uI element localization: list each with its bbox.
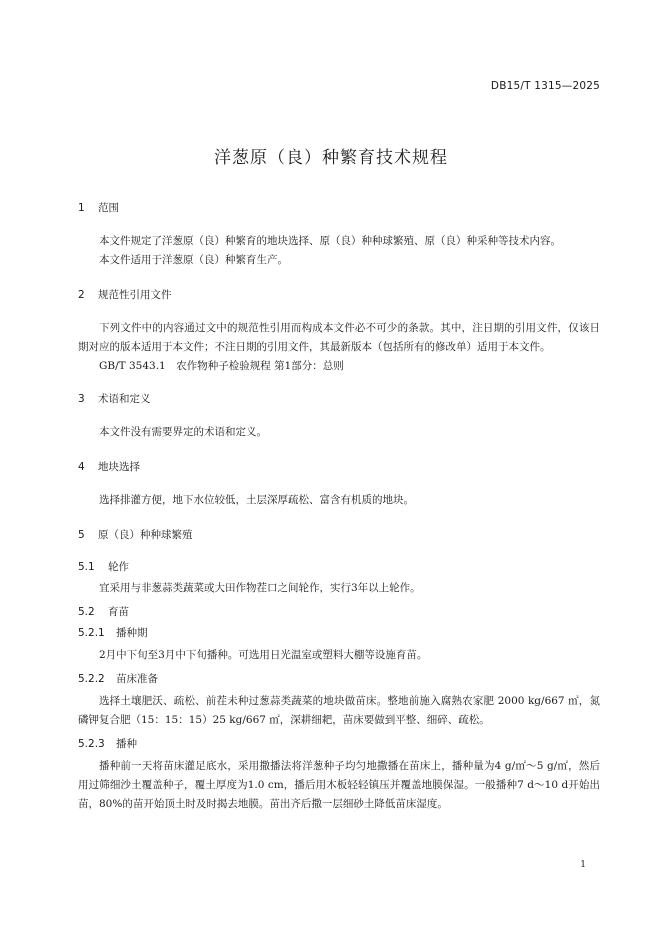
- section-title: 原（良）种种球繁殖: [98, 529, 193, 541]
- section-heading-4: [78, 459, 600, 474]
- subsection-heading-5-2-1: [78, 625, 600, 640]
- paragraph: 本文件适用于洋葱原（良）种繁育生产。: [99, 254, 288, 266]
- subsection-number: 5.1: [78, 561, 95, 573]
- paragraph: 宜采用与非葱蒜类蔬菜或大田作物茬口之间轮作，实行3年以上轮作。: [99, 582, 421, 594]
- subsection-heading-5-2: [78, 604, 600, 619]
- section-title: 地块选择: [98, 461, 140, 473]
- subsection-number: 5.2: [78, 606, 95, 618]
- paragraph: 2月中下旬至3月中下旬播种。可选用日光温室或塑料大棚等设施育苗。: [99, 649, 428, 661]
- subsection-title: 苗床准备: [116, 673, 158, 685]
- section-number: 5: [78, 529, 85, 541]
- section-heading-3: [78, 391, 600, 406]
- document-body: [78, 200, 600, 814]
- subsection-number: 5.2.2: [78, 673, 105, 685]
- paragraph: 本文件规定了洋葱原（良）种繁育的地块选择、原（良）种种球繁殖、原（良）种采种等技术内容。: [99, 235, 561, 247]
- section-title: 术语和定义: [98, 393, 151, 405]
- section-number: 3: [78, 393, 85, 405]
- document-title: 洋葱原（良）种繁育技术规程: [214, 148, 448, 168]
- subsection-title: 轮作: [108, 561, 129, 573]
- page-number: 1: [580, 860, 586, 870]
- section-number: 1: [78, 202, 85, 214]
- section-title: 规范性引用文件: [98, 289, 172, 301]
- subsection-title: 育苗: [108, 606, 129, 618]
- subsection-title: 播种: [116, 738, 137, 750]
- subsection-number: 5.2.3: [78, 738, 105, 750]
- section-number: 2: [78, 289, 85, 301]
- subsection-heading-5-1: [78, 559, 600, 574]
- section-title: 范围: [98, 202, 119, 214]
- standard-code: DB15/T 1315—2025: [490, 80, 600, 92]
- paragraph: 选择排灌方便，地下水位较低，土层深厚疏松、富含有机质的地块。: [99, 494, 414, 506]
- section-heading-2: [78, 287, 600, 302]
- subsection-heading-5-2-3: [78, 736, 600, 751]
- paragraph: 播种前一天将苗床灌足底水，采用撒播法将洋葱种子均匀地撒播在苗床上，播种量为4 g/㎡～5 g/㎡，然后用过筛细沙土覆盖种子，覆土厚度为1.0 cm，播后用木板轻轻镇压并覆盖地膜保湿。一般播种7 d～10 d开始出苗，80%的苗开始顶土时及时揭去地膜。苗出齐后撒一层细砂土降低苗床湿度。: [78, 760, 600, 810]
- subsection-number: 5.2.1: [78, 627, 105, 639]
- section-heading-1: [78, 200, 600, 215]
- section-number: 4: [78, 461, 85, 473]
- section-heading-5: [78, 527, 600, 542]
- paragraph: 下列文件中的内容通过文中的规范性引用而构成本文件必不可少的条款。其中，注日期的引用文件，仅该日期对应的版本适用于本文件；不注日期的引用文件，其最新版本（包括所有的修改单）适用于本文件。: [78, 322, 600, 353]
- subsection-title: 播种期: [116, 627, 148, 639]
- reference-item: GB/T 3543.1 农作物种子检验规程 第1部分：总则: [99, 360, 344, 372]
- subsection-heading-5-2-2: [78, 671, 600, 686]
- paragraph: 选择土壤肥沃、疏松、前茬未种过葱蒜类蔬菜的地块做苗床。整地前施入腐熟农家肥 2000 kg/667 ㎡，氮磷钾复合肥（15：15：15）25 kg/667 ㎡，深耕细耙，苗床要做到平整、细碎、疏松。: [78, 695, 600, 726]
- paragraph: 本文件没有需要界定的术语和定义。: [99, 426, 267, 438]
